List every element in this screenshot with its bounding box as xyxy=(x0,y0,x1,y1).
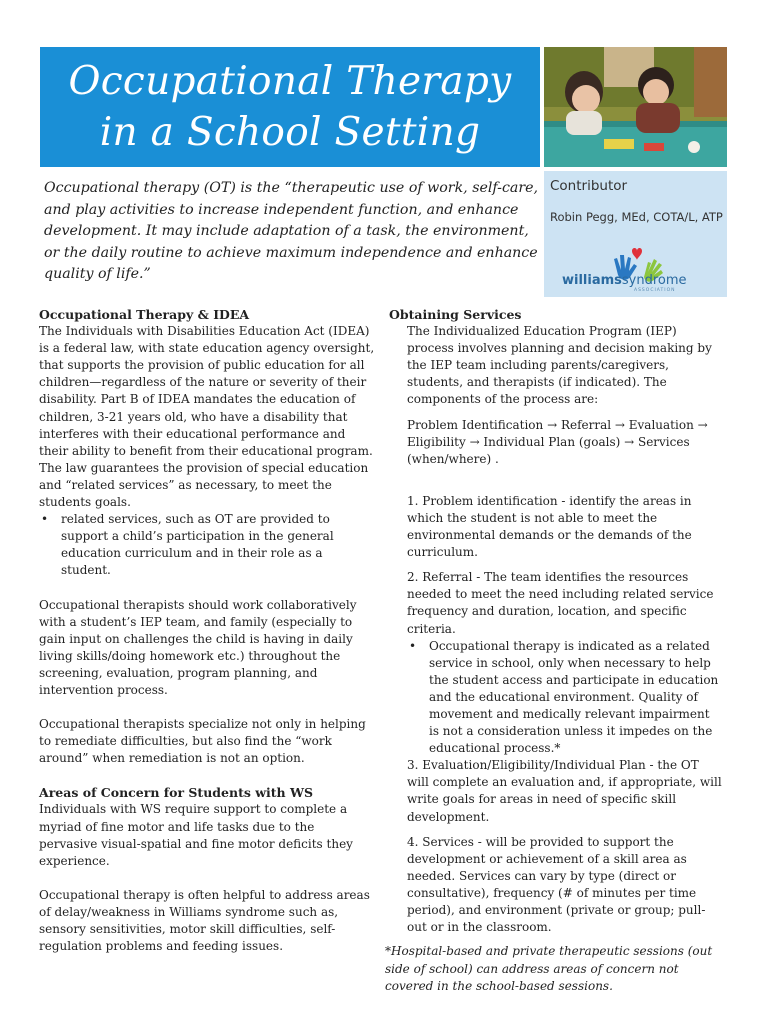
step-referral: 2. Referral - The team identifies the resources needed to meet the need including related service frequency and duration, location, and specific criteria. xyxy=(407,570,714,636)
intro-quote: Occupational therapy (OT) is the “therapeutic use of work, self-care, and play activities to increase independent function, and enhance development. It may include adaptation of a task, the environment, or the daily routine to achieve maximum independence and enhance quality of life.” xyxy=(44,180,539,282)
heading-areas-of-concern: Areas of Concern for Students with WS xyxy=(39,785,314,801)
step-evaluation: 3. Evaluation/Eligibility/Individual Plan - the OT will complete an evaluation and, if appropriate, will write goals for areas in need of specific skill development. xyxy=(407,758,722,824)
footnote: *Hospital-based and private therapeutic sessions (out side of school) can address areas of concern not covered in the school-based sessions. xyxy=(385,944,713,993)
idea-paragraph: The Individuals with Disabilities Education Act (IDEA) is a federal law, with state education agency oversight, that supports the provision of public education for all children—regardless of the nature or severity of their disability. Part B of IDEA mandates the education of children, 3-21 years old, who have a disability that interferes with their educational performance and their ability to benefit from their educational program. The law guarantees the provision of special education and “related services” as necessary, to meet the students goals. xyxy=(39,324,375,510)
iep-paragraph: The Individualized Education Program (IEP) process involves planning and decision making by the IEP team including parents/caregivers, students, and therapists (if indicated). The components of the process are: xyxy=(407,324,712,407)
step-services: 4. Services - will be provided to support the development or achievement of a skill area as needed. Services can vary by type (direct or consultative), frequency (# of minutes per time period), and environment (private or group; pull-out or in the classroom. xyxy=(407,834,706,935)
ws-support-paragraph: Individuals with WS require support to complete a myriad of fine motor and life tasks due to the pervasive visual-spatial and fine motor deficits they experience. xyxy=(39,802,353,868)
photo-illustration xyxy=(544,47,727,167)
idea-bullet-list xyxy=(39,511,375,579)
logo-association-caption: ASSOCIATION xyxy=(634,288,676,293)
children-photo xyxy=(544,47,727,167)
collaboration-paragraph: Occupational therapists should work collaboratively with a student’s IEP team, and family (especially to gain input on challenges the child is having in daily living skills/doing homework etc.) throughout the screening, evaluation, program planning, and intervention process. xyxy=(39,597,357,697)
contributor-name: Robin Pegg, MEd, COTA/L, ATP xyxy=(550,210,723,224)
list-item: • Occupational therapy is indicated as a related service in school, only when necessary to help the student access and participate in education and the educational environment. Quality of movement and medically relevant impairment is not a consideration unless it impedes on the educational process.* xyxy=(407,638,723,758)
specialize-paragraph: Occupational therapists specialize not only in helping to remediate difficulties, but also find the “work around” when remediation is not an option. xyxy=(39,717,366,766)
title-banner xyxy=(40,47,540,167)
step-problem-identification: 1. Problem identification - identify the areas in which the student is not able to meet the environmental demands or the demands of the curriculum. xyxy=(407,493,692,560)
title-line-1: Occupational Therapy xyxy=(68,59,512,104)
heading-obtaining-services: Obtaining Services xyxy=(389,307,522,322)
ot-helpful-paragraph: Occupational therapy is often helpful to address areas of delay/weakness in Williams syndrome such as, sensory sensitivities, motor skill difficulties, self-regulation problems and feeding issues. xyxy=(39,887,370,954)
list-item: • related services, such as OT are provided to support a child’s participation in the general education curriculum and in their role as a student. xyxy=(39,511,375,579)
right-column xyxy=(389,306,723,936)
contributor-label: Contributor xyxy=(550,178,628,194)
title-line-2: in a School Setting xyxy=(99,110,481,155)
process-flow: Problem Identification → Referral → Evaluation → Eligibility → Individual Plan (goals) → Services (when/where) . xyxy=(407,417,708,466)
contributor-box xyxy=(544,171,727,297)
logo-word-syndrome: syndrome xyxy=(621,273,687,288)
association-logo-text xyxy=(562,273,687,288)
heading-ot-idea: Occupational Therapy & IDEA xyxy=(39,307,250,322)
left-column xyxy=(39,306,375,955)
referral-bullet-list xyxy=(407,638,723,758)
logo-word-williams: williams xyxy=(562,273,622,288)
